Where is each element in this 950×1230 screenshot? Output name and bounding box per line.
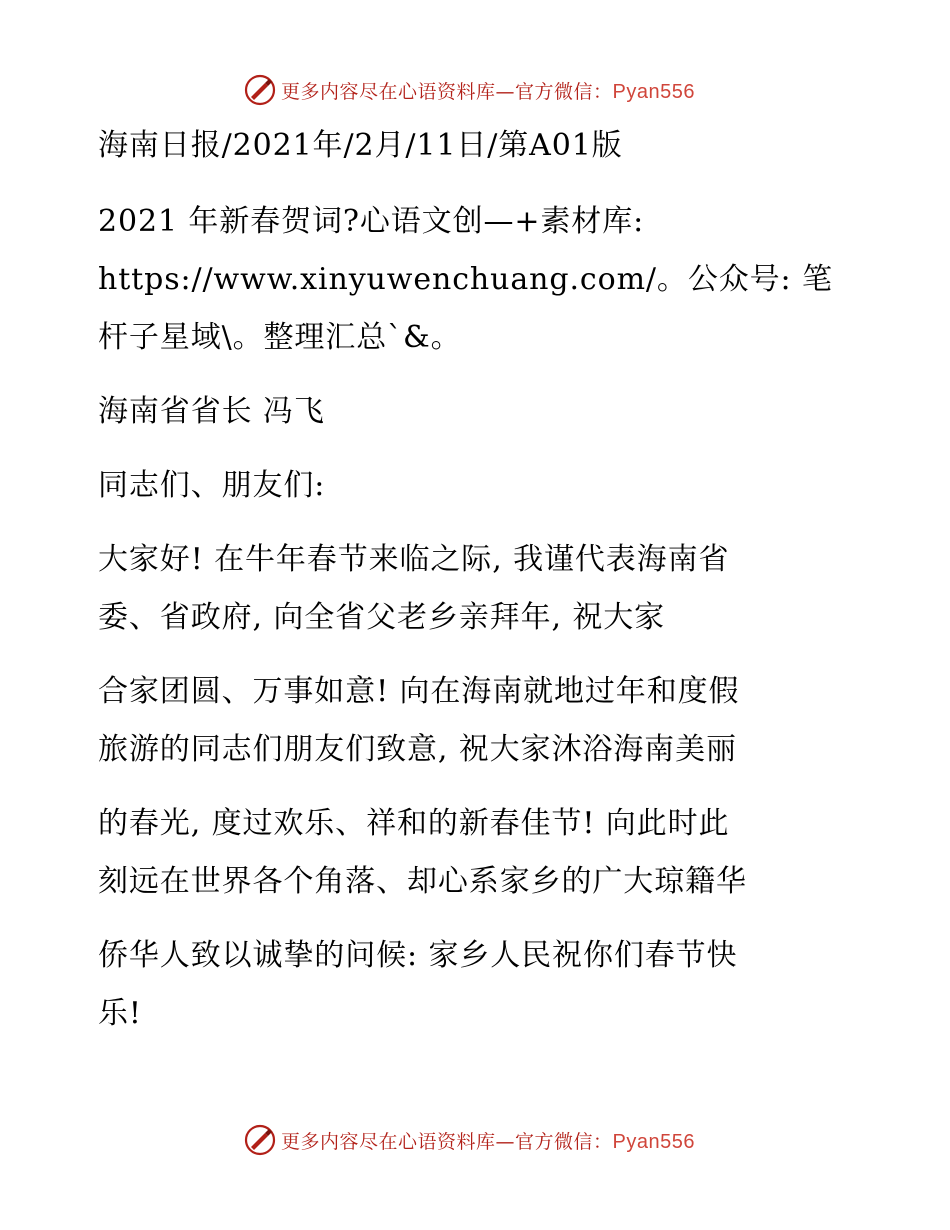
- banner-text: 更多内容尽在心语资料库: [281, 80, 496, 103]
- doc-line-p4: 旅游的同志们朋友们致意, 祝大家沐浴海南美丽: [98, 732, 737, 767]
- header-banner: [0, 70, 950, 110]
- doc-line-p3: 合家团圆、万事如意! 向在海南就地过年和度假: [98, 674, 740, 709]
- banner-dash: —: [495, 1130, 516, 1153]
- doc-line-p6: 刻远在世界各个角落、却心系家乡的广大琼籍华: [98, 864, 747, 899]
- pen-logo-icon: [243, 1123, 277, 1157]
- banner-text: 更多内容尽在心语资料库: [281, 1130, 496, 1153]
- footer-banner: [0, 1120, 950, 1160]
- doc-line-author: 海南省省长 冯飞: [98, 394, 325, 429]
- banner-wechat-id: Pyan556: [612, 1130, 695, 1153]
- banner-wechat-id: Pyan556: [612, 80, 695, 103]
- doc-line-url: https://www.xinyuwenchuang.com/。公众号: 笔: [98, 262, 833, 297]
- doc-line-salutation: 同志们、朋友们:: [98, 468, 326, 503]
- doc-line-p1: 大家好! 在牛年春节来临之际, 我谨代表海南省: [98, 542, 730, 577]
- doc-line-source: 海南日报/2021年/2月/11日/第A01版: [98, 128, 623, 163]
- doc-line-title: 2021 年新春贺词?心语文创—+素材库:: [98, 204, 645, 239]
- doc-line-p5: 的春光, 度过欢乐、祥和的新春佳节! 向此时此: [98, 806, 730, 841]
- doc-line-account: 杆子星域\。整理汇总`&。: [98, 320, 462, 355]
- pen-logo-icon: [243, 73, 277, 107]
- doc-line-p2: 委、省政府, 向全省父老乡亲拜年, 祝大家: [98, 600, 666, 635]
- banner-dash: —: [495, 80, 516, 103]
- banner-contact: 官方微信：: [515, 80, 613, 103]
- doc-line-p7: 侨华人致以诚挚的问候: 家乡人民祝你们春节快: [98, 938, 738, 973]
- doc-line-p8: 乐!: [98, 996, 142, 1031]
- banner-contact: 官方微信：: [515, 1130, 613, 1153]
